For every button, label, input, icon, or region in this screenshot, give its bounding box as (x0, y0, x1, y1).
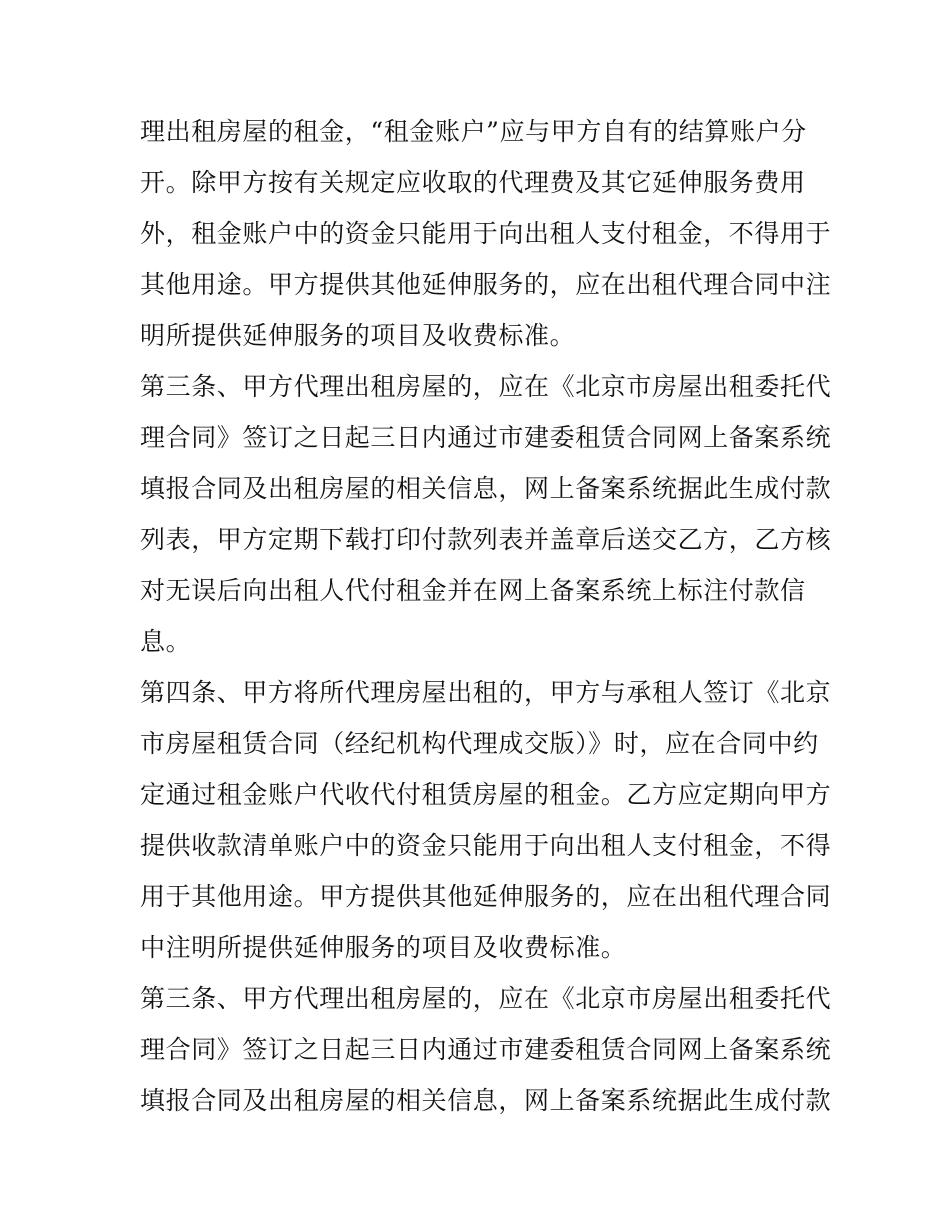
text-line: 第三条、甲方代理出租房屋的，应在《北京市房屋出租委托代 (140, 984, 832, 1013)
text-line: 第三条、甲方代理出租房屋的，应在《北京市房屋出租委托代 (140, 372, 832, 401)
text-line: 息。 (140, 627, 192, 656)
text-line: 理合同》签订之日起三日内通过市建委租赁合同网上备案系统 (140, 1035, 832, 1064)
text-line: 对无误后向出租人代付租金并在网上备案系统上标注付款信 (140, 576, 806, 605)
text-line: 填报合同及出租房屋的相关信息，网上备案系统据此生成付款 (140, 1086, 832, 1115)
document-body (140, 106, 832, 1126)
text-line: 明所提供延伸服务的项目及收费标准。 (140, 321, 576, 350)
text-line: 开。除甲方按有关规定应收取的代理费及其它延伸服务费用 (140, 168, 806, 197)
text-line: 其他用途。甲方提供其他延伸服务的，应在出租代理合同中注 (140, 270, 832, 299)
text-line: 理出租房屋的租金，“租金账户”应与甲方自有的结算账户分 (140, 117, 807, 146)
text-line: 第四条、甲方将所代理房屋出租的，甲方与承租人签订《北京 (140, 678, 832, 707)
text-line: 用于其他用途。甲方提供其他延伸服务的，应在出租代理合同 (140, 882, 832, 911)
text-line: 市房屋租赁合同（经纪机构代理成交版）》时，应在合同中约 (140, 729, 819, 758)
text-line: 列表，甲方定期下载打印付款列表并盖章后送交乙方，乙方核 (140, 525, 832, 554)
text-line: 填报合同及出租房屋的相关信息，网上备案系统据此生成付款 (140, 474, 832, 503)
text-line: 提供收款清单账户中的资金只能用于向出租人支付租金，不得 (140, 831, 832, 860)
text-line: 定通过租金账户代收代付租赁房屋的租金。乙方应定期向甲方 (140, 780, 832, 809)
text-line: 外，租金账户中的资金只能用于向出租人支付租金，不得用于 (140, 219, 832, 248)
text-line: 中注明所提供延伸服务的项目及收费标准。 (140, 933, 627, 962)
text-line: 理合同》签订之日起三日内通过市建委租赁合同网上备案系统 (140, 423, 832, 452)
